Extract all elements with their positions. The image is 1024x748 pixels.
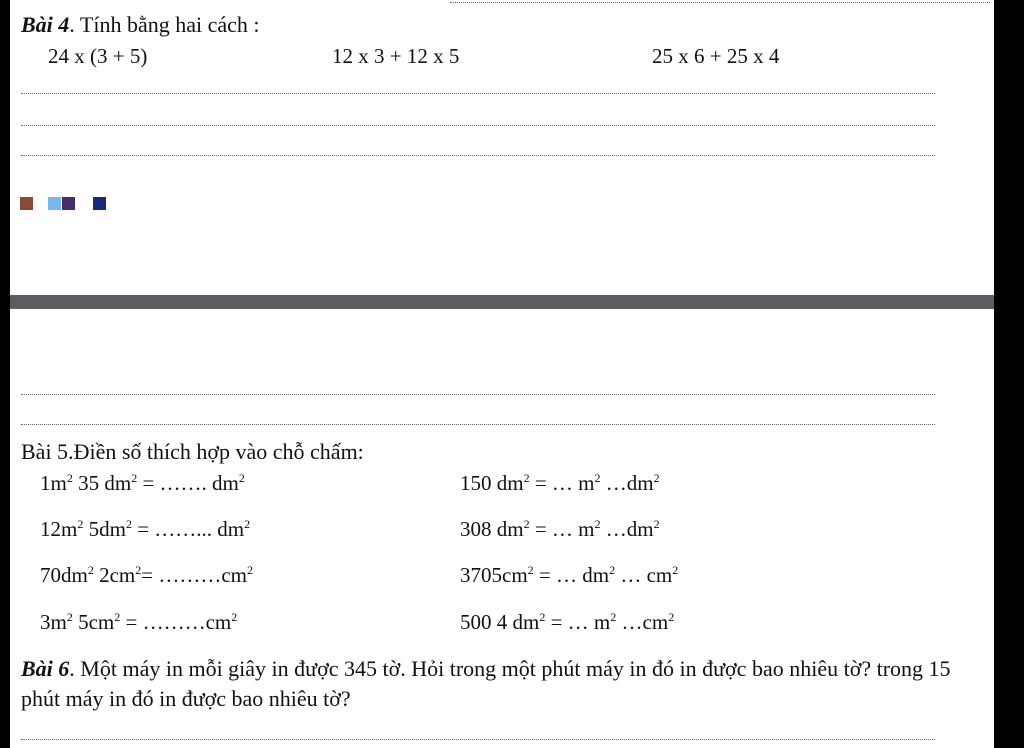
dotted-line xyxy=(21,155,935,156)
expression-1: 24 x (3 + 5) xyxy=(48,44,148,68)
color-square-navy xyxy=(93,197,106,210)
dotted-line xyxy=(21,424,935,425)
conversion-right-1: 150 $dm^2$ = … $m^2$ $\dots dm^2$ xyxy=(460,471,660,495)
exercise-6-text: Bài 6. Một máy in mỗi giây in được 345 tờ. Hỏi trong một phút máy in đó in được bao nhiêu tờ? trong 15 phút máy in đó in được bao nhiêu tờ? xyxy=(21,656,951,711)
exercise-4-heading: Bài 4. Tính bằng hai cách : xyxy=(21,12,260,37)
expression-3: 25 x 6 + 25 x 4 xyxy=(652,44,780,68)
dotted-line xyxy=(21,125,935,126)
conversion-left-2: $12m^2$ $5dm^2$ = ……... $dm^2$ xyxy=(40,517,251,541)
dotted-line xyxy=(21,394,935,395)
document-page-bottom xyxy=(10,309,994,748)
conversion-left-1: $1m^2$ 35 $dm^2$ = ……. $dm^2$ xyxy=(40,471,245,495)
conversion-left-3: $70dm^2$ $2cm^2=$ $\dots\dots\dots cm^2$ xyxy=(40,563,253,587)
conversion-right-4: 500 4 $dm^2$ = … $m^2$ $\dots cm^2$ xyxy=(460,610,675,634)
page-separator xyxy=(10,295,994,309)
color-square-light-blue xyxy=(48,197,61,210)
conversion-right-2: 308 $dm^2$ = … $m^2$ $\dots dm^2$ xyxy=(460,517,660,541)
color-square-brown xyxy=(20,197,33,210)
expression-2: 12 x 3 + 12 x 5 xyxy=(332,44,460,68)
conversion-right-3: $3705cm^2$ = … $dm^2$ … $cm^2$ xyxy=(460,563,679,587)
dotted-line xyxy=(450,2,990,3)
dotted-line xyxy=(21,739,935,740)
document-page-top xyxy=(10,0,994,295)
exercise-5-heading: Bài 5.Điền số thích hợp vào chỗ chấm: xyxy=(21,439,364,464)
conversion-left-4: $3m^2$ $5cm^2$ = $\dots\dots\dots cm^2$ xyxy=(40,610,238,634)
color-square-purple xyxy=(62,197,75,210)
dotted-line xyxy=(21,93,935,94)
